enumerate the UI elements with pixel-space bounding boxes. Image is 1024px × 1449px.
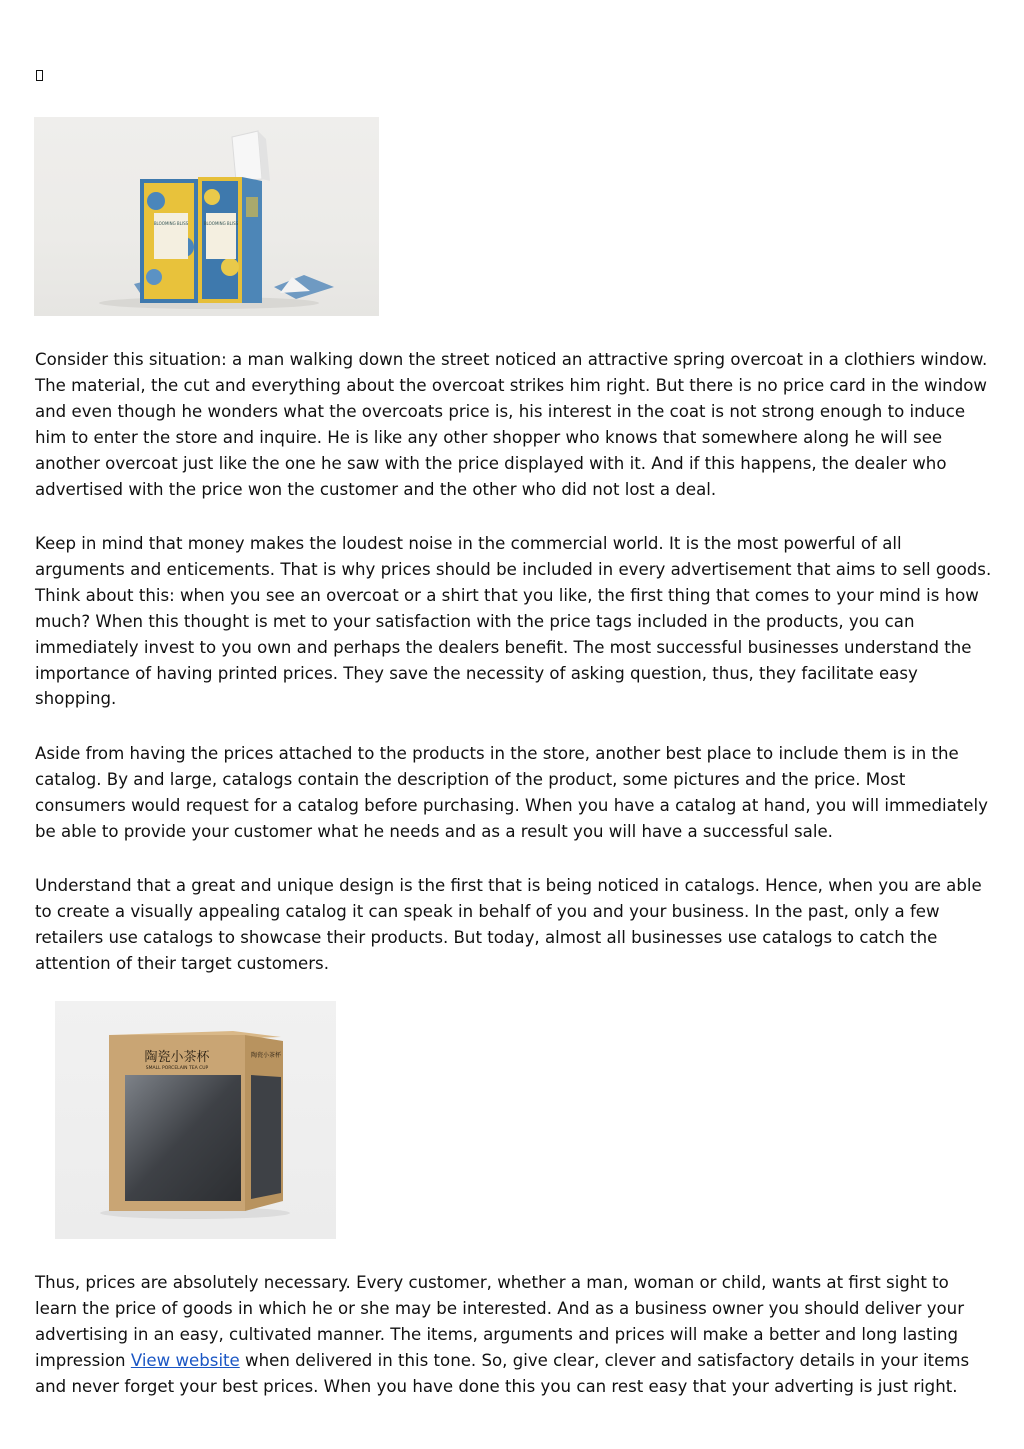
view-website-link[interactable]: View website xyxy=(130,1350,240,1370)
paragraph-4: Understand that a great and unique design is the first that is being noticed in catalogs. Hence, when you are able to create a visually appealing catalog it can speak in behalf of you and your business. In the past, only a few retailers use catalogs to showcase their products. But today, almost all businesses use catalogs to catch the attention of their target customers. xyxy=(35,876,982,973)
paragraph-5 xyxy=(35,1270,995,1400)
paragraph-5-text-after: when delivered in this tone. So, give clear, clever and satisfactory details in your items and never forget your best prices. When you have done this you can rest easy that your adverting is just right. xyxy=(35,1350,970,1396)
tea-packaging-boxes-image xyxy=(34,117,379,316)
missing-glyph-icon xyxy=(36,70,43,81)
box-side-label: 陶瓷小茶杯 xyxy=(250,1052,282,1059)
right-box-title: BLOOMING BLISS xyxy=(203,221,239,226)
paragraph-3: Aside from having the prices attached to the products in the store, another best place to include them is in the catalog. By and large, catalogs contain the description of the product, some pictures and the price. Most consumers would request for a catalog before purchasing. When you have a catalog at hand, you will immediately be able to provide your customer what he needs and as a result you will have a successful sale. xyxy=(35,744,988,841)
box-front-label-en: SMALL PORCELAIN TEA CUP xyxy=(145,1066,209,1071)
left-box-title: BLOOMING BLISS xyxy=(153,221,189,226)
kraft-box-illustration xyxy=(55,1001,336,1239)
paragraph-1: Consider this situation: a man walking down the street noticed an attractive spring overcoat in a clothiers window. The material, the cut and everything about the overcoat strikes him right. But there is no price card in the window and even though he wonders what the overcoats price is, his interest in the coat is not strong enough to induce him to enter the store and inquire. He is like any other shopper who knows that somewhere along he will see another overcoat just like the one he saw with the price displayed with it. And if this happens, the dealer who advertised with the price won the customer and the other who did not lost a deal. xyxy=(35,350,988,499)
paragraph-5-text-before: Thus, prices are absolutely necessary. Every customer, whether a man, woman or child, wants at first sight to learn the price of goods in which he or she may be interested. And as a business owner you should deliver your advertising in an easy, cultivated manner. The items, arguments and prices will make a better and long lasting impression xyxy=(35,1273,965,1370)
box-front-label-cn: 陶瓷小茶杯 xyxy=(144,1050,210,1065)
paragraph-2: Keep in mind that money makes the loudest noise in the commercial world. It is the most powerful of all arguments and enticements. That is why prices should be included in every advertisement that aims to sell goods. Think about this: when you see an overcoat or a shirt that you like, the first thing that comes to your mind is how much? When this thought is met to your satisfaction with the price tags included in the products, you can immediately invest to you own and perhaps the dealers benefit. The most successful businesses understand the importance of having printed prices. They save the necessity of asking question, thus, they facilitate easy shopping. xyxy=(35,534,992,709)
tea-boxes-illustration xyxy=(34,117,379,316)
kraft-window-box-image xyxy=(55,1001,336,1239)
